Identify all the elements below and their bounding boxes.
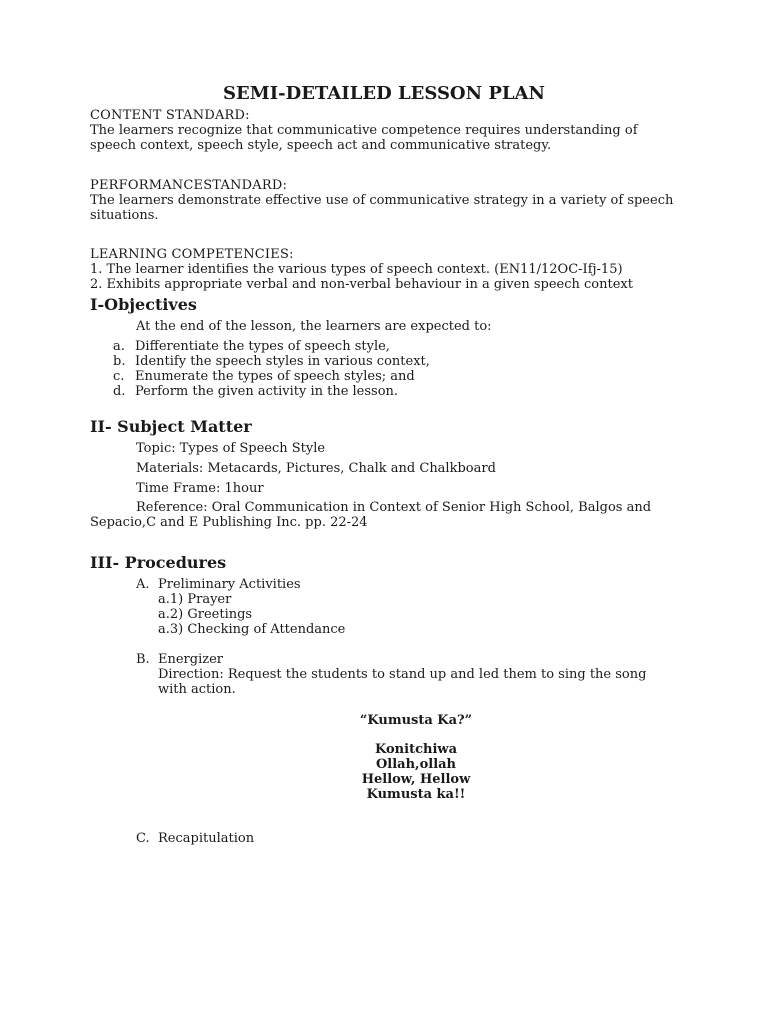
learning-competencies-section bbox=[90, 247, 690, 292]
objective-text: Identify the speech styles in various context, bbox=[135, 354, 430, 369]
objectives-heading: I-Objectives bbox=[90, 295, 197, 314]
procedure-c-title bbox=[136, 831, 696, 846]
objective-text: Perform the given activity in the lesson. bbox=[135, 384, 399, 399]
procedure-subitem: a.2) Greetings bbox=[158, 607, 253, 622]
procedure-marker: C. bbox=[136, 831, 150, 846]
objectives-intro: At the end of the lesson, the learners are expected to: bbox=[136, 319, 492, 334]
content-standard-line: speech context, speech style, speech act and communicative strategy. bbox=[90, 138, 552, 153]
objective-text: Enumerate the types of speech styles; and bbox=[135, 369, 415, 384]
procedure-a-title bbox=[136, 577, 696, 592]
subject-materials: Materials: Metacards, Pictures, Chalk and Chalkboard bbox=[136, 461, 496, 476]
content-standard-line: The learners recognize that communicative competence requires understanding of bbox=[90, 123, 638, 138]
learning-competency-line: 1. The learner identifies the various types of speech context. (EN11/12OC-Ifj-15) bbox=[90, 262, 623, 277]
procedures-heading: III- Procedures bbox=[90, 553, 227, 572]
content-standard-label: CONTENT STANDARD: bbox=[90, 108, 250, 123]
learning-competency-line: 2. Exhibits appropriate verbal and non-verbal behaviour in a given speech context bbox=[90, 277, 633, 292]
objective-marker: c. bbox=[113, 369, 125, 384]
content-standard-section bbox=[90, 108, 690, 153]
objective-item bbox=[113, 339, 673, 354]
energizer-direction-line: Direction: Request the students to stand up and led them to sing the song bbox=[158, 667, 647, 682]
procedure-marker: A. bbox=[136, 577, 150, 592]
procedure-a bbox=[136, 577, 696, 637]
procedure-subitem: a.1) Prayer bbox=[158, 592, 232, 607]
procedure-label: Preliminary Activities bbox=[158, 577, 301, 592]
subject-matter-heading: II- Subject Matter bbox=[90, 417, 252, 436]
objective-item bbox=[113, 384, 673, 399]
procedure-c bbox=[136, 831, 696, 846]
song-line: Ollah,ollah bbox=[375, 757, 457, 772]
learning-competencies-label: LEARNING COMPETENCIES: bbox=[90, 247, 294, 262]
subject-time-frame: Time Frame: 1hour bbox=[136, 481, 264, 496]
objective-marker: d. bbox=[113, 384, 126, 399]
subject-reference-line: Sepacio,C and E Publishing Inc. pp. 22-24 bbox=[90, 515, 368, 530]
performance-standard-line: The learners demonstrate effective use of communicative strategy in a variety of speech bbox=[90, 193, 674, 208]
objective-item bbox=[113, 354, 673, 369]
procedure-subitem: a.3) Checking of Attendance bbox=[158, 622, 346, 637]
performance-standard-section bbox=[90, 178, 690, 223]
objective-text: Differentiate the types of speech style, bbox=[135, 339, 390, 354]
procedure-label: Energizer bbox=[158, 652, 224, 667]
song-line: Konitchiwa bbox=[375, 742, 457, 757]
procedure-marker: B. bbox=[136, 652, 150, 667]
song-line: Kumusta ka!! bbox=[366, 787, 466, 802]
document-title: SEMI-DETAILED LESSON PLAN bbox=[223, 83, 545, 104]
subject-topic: Topic: Types of Speech Style bbox=[136, 441, 326, 456]
objective-marker: b. bbox=[113, 354, 126, 369]
procedure-b bbox=[136, 652, 696, 697]
objective-item bbox=[113, 369, 673, 384]
energizer-direction-line: with action. bbox=[158, 682, 236, 697]
objective-marker: a. bbox=[113, 339, 125, 354]
procedure-label: Recapitulation bbox=[158, 831, 255, 846]
performance-standard-label: PERFORMANCESTANDARD: bbox=[90, 178, 288, 193]
subject-reference-line: Reference: Oral Communication in Context of Senior High School, Balgos and bbox=[136, 500, 652, 515]
procedure-b-title bbox=[136, 652, 696, 667]
performance-standard-line: situations. bbox=[90, 208, 159, 223]
song-title: “Kumusta Ka?” bbox=[359, 713, 473, 728]
song-line: Hellow, Hellow bbox=[361, 772, 471, 787]
objectives-list bbox=[113, 339, 673, 399]
